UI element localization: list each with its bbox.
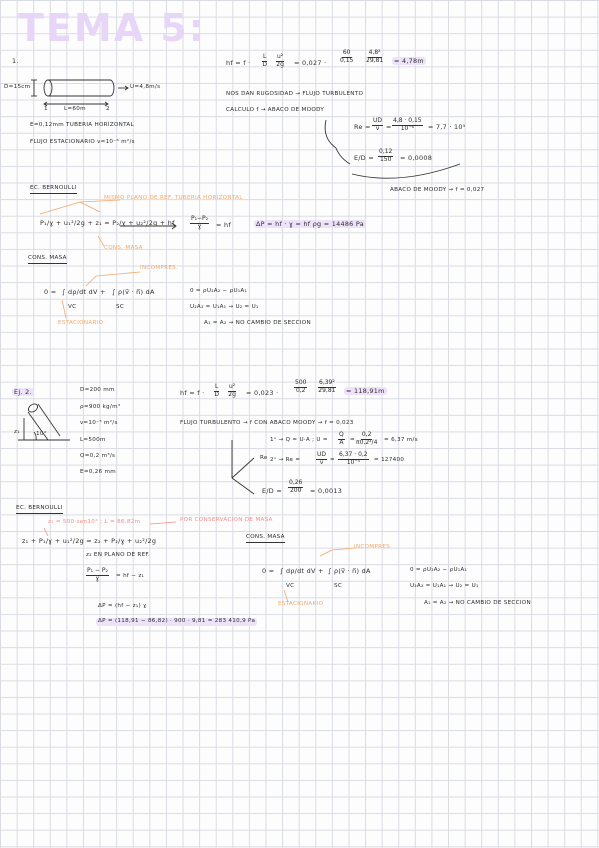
- dp-result-ex1: ΔP = hf · ɣ = hf ρg = 14486 Pa: [256, 220, 364, 228]
- incomp-note-ex2: INCOMPRES.: [354, 544, 393, 550]
- dp-line1-ex2: ΔP = (hf − z₁) ɣ: [98, 603, 147, 609]
- hf-fraction-u2-2g-ex2: $\frac{\text{u²}}{2g}$: [228, 383, 236, 398]
- mass-rhs1-ex1: 0 = ρU₂A₂ − ρU₁A₁: [190, 288, 248, 294]
- hf-fraction-l-d: $\frac{L}{D}$: [262, 53, 267, 68]
- re-eq-ex2: =: [330, 457, 335, 463]
- mass-cons-note-ex1: CONS. MASA: [104, 245, 143, 251]
- plane-note-ex1: MISMO PLANO DE REF. TUBERIA HORIZONTAL: [104, 195, 243, 201]
- ed-result-ex2: = 0,0013: [310, 487, 343, 495]
- bernoulli-equation-ex2: z₁ + P₁/ɣ + u₁²/2g = z₂ + P₂/ɣ + u₂²/2g: [22, 537, 157, 545]
- hf-lhs-ex2: hf = f ·: [180, 389, 205, 397]
- q-fraction-q-a: $\frac{Q}{A}$: [339, 431, 344, 446]
- dp-eq-ex2: = hf − z₁: [116, 573, 145, 579]
- mass-int1-ex2: ∫ dρ/dt dV +: [280, 567, 324, 575]
- hf-fraction-60: $\frac{60}{0,15}$: [340, 49, 354, 64]
- bernoulli-heading-ex1: EC. BERNOULLI: [30, 186, 77, 194]
- ed-lhs-ex2: E/D =: [262, 487, 282, 495]
- diameter-label: D=15cm: [4, 84, 31, 90]
- ed-fraction-ex2: $\frac{0,26}{200}$: [289, 479, 303, 494]
- given-nu: ν=10⁻⁵ m²/s: [80, 420, 118, 426]
- given-d: D=200 mm: [80, 387, 115, 393]
- z1-note-ex2: z₁ = 500·sen10° ; L = 86,82m: [48, 519, 141, 525]
- mass-eq-lhs-ex1: 0 =: [44, 288, 57, 296]
- dp-line2-ex2: ΔP = (118,91 − 86,82) · 900 · 9,81 = 283 410,9 Pa: [98, 618, 256, 624]
- mass-eq-lhs-ex2: 0 =: [262, 567, 275, 575]
- dp-fraction-ex2: $\frac{\text{P₁ − P₂}}{\text{ɣ}}$: [87, 567, 108, 582]
- hf-fraction-u2-2g: $\frac{\text{u²}}{2g}$: [276, 53, 284, 68]
- re-fraction-values-ex2: $\frac{6,37 \cdot 0,2}{\text{10⁻⁵}}$: [339, 451, 368, 466]
- z1-label: z₁: [14, 429, 20, 435]
- flow-line: FLUJO ESTACIONARIO ν=10⁻⁶ m²/s: [30, 139, 135, 145]
- mass-cons-note-ex2: POR CONSERVACION DE MASA: [180, 517, 273, 523]
- sc-label-ex2: SC: [334, 583, 343, 589]
- hf-mid-ex2: = 0,023 ·: [246, 389, 279, 397]
- hf-fraction-l-d-ex2: $\frac{L}{D}$: [214, 383, 219, 398]
- ed-fraction: $\frac{0,12}{150}$: [379, 148, 393, 163]
- mass-rhs1-ex2: 0 = ρU₂A₂ − ρU₁A₁: [410, 567, 468, 573]
- mass-heading-ex2: CONS. MASA: [246, 535, 285, 543]
- re-result: = 7,7 · 10⁵: [428, 123, 466, 131]
- re-fraction-ud-ex2: $\frac{UD}{\nu}$: [317, 451, 327, 466]
- mass-rhs3-ex2: A₁ = A₂ → NO CAMBIO DE SECCION: [424, 600, 531, 606]
- re-label-ex2: Re: [260, 455, 268, 461]
- re-result-ex2: = 127400: [374, 457, 405, 463]
- re-fraction-ud: $\frac{UD}{\nu}$: [373, 117, 383, 132]
- exercise-1-number: 1.: [12, 57, 19, 65]
- pipe-diagram-ex1: [31, 80, 128, 106]
- re-fraction-values: $\frac{4,8 \cdot 0,15}{\text{10⁻⁶}}$: [393, 117, 422, 132]
- re-eq: =: [386, 123, 392, 131]
- turbulent-note-ex2: FLUJO TURBULENTO → f CON ABACO MOODY → f = 0,023: [180, 420, 354, 426]
- hf-result-ex2: = 118,91m: [346, 387, 385, 395]
- given-rho: ρ=900 kg/m³: [80, 404, 121, 410]
- re-lhs: Re =: [354, 123, 371, 131]
- sc-label-ex1: SC: [116, 304, 125, 310]
- plane-note-ex2: z₂ EN PLANO DE REF.: [86, 552, 151, 558]
- bernoulli-equation-ex1: P₁/ɣ + u₁²/2g + z₁ = P₂/ɣ + u₂²/2g + hf: [40, 219, 175, 227]
- calc-note: CALCULO f → ABACO DE MOODY: [226, 107, 325, 113]
- vc-label-ex1: VC: [68, 304, 77, 310]
- angle-label: 10°: [36, 431, 47, 437]
- given-l: L=500m: [80, 437, 106, 443]
- hf-fraction-500-ex2: $\frac{500}{0,2}$: [295, 379, 307, 394]
- dp-fraction-ex1: $\frac{\text{P₁−P₂}}{\text{ɣ}}$: [191, 215, 209, 230]
- mass-rhs2-ex1: U₂A₂ = U₁A₁ → U₂ = U₁: [190, 304, 259, 310]
- mass-int1-ex1: ∫ dρ/dt dV +: [62, 288, 106, 296]
- re-lhs-ex2: 2ᵒ → Re =: [270, 457, 301, 463]
- incomp-note-ex1: INCOMPRES.: [140, 265, 179, 271]
- moody-result: ABACO DE MOODY → f = 0,027: [390, 187, 485, 193]
- q-result: = 6,37 m/s: [384, 437, 418, 443]
- bernoulli-heading-ex2: EC. BERNOULLI: [16, 506, 63, 514]
- hf-result: = 4,78m: [394, 57, 424, 65]
- ed-lhs: E/D =: [354, 154, 374, 162]
- mass-rhs3-ex1: A₁ = A₂ → NO CAMBIO DE SECCION: [204, 320, 311, 326]
- stationary-note-ex1: ESTACIONARIO: [58, 320, 104, 326]
- hf-fraction-velocity-ex2: $\frac{\text{6,39²}}{29,81}$: [318, 379, 336, 394]
- mass-rhs2-ex2: U₂A₂ = U₁A₁ → U₂ = U₁: [410, 583, 479, 589]
- given-q: Q=0,2 m³/s: [80, 453, 116, 459]
- page-title: TEMA 5:: [18, 6, 206, 50]
- point-2-label: 2: [106, 106, 110, 112]
- point-1-label: 1: [44, 106, 48, 112]
- stationary-note-ex2: ESTACIONARIO: [278, 601, 324, 607]
- exercise-2-number: Ej. 2.: [14, 388, 32, 396]
- velocity-label: U=4,8m/s: [130, 84, 161, 90]
- hf-fraction-velocity: $\frac{\text{4,8²}}{29,81}$: [366, 49, 384, 64]
- mass-heading-ex1: CONS. MASA: [28, 256, 67, 264]
- given-e: E=0,26 mm: [80, 469, 117, 475]
- q-eq: =: [350, 437, 355, 443]
- hf-lhs: hf = f ·: [226, 59, 251, 67]
- q-line-lhs: 1ᵒ → Q = U·A ; U =: [270, 437, 328, 443]
- q-fraction-values: $\frac{0,2}{\text{π0,2²/4}}$: [356, 431, 378, 446]
- mass-int2-ex2: ∫ ρ(v⃗ · n⃗) dA: [328, 567, 371, 575]
- dp-eq-ex1: = hf: [216, 221, 231, 229]
- vc-label-ex2: VC: [286, 583, 295, 589]
- roughness-note: NOS DAN RUGOSIDAD → FLUJO TURBULENTO: [226, 91, 364, 97]
- length-label: L=60m: [64, 106, 86, 112]
- hf-mid: = 0,027 ·: [294, 59, 327, 67]
- mass-int2-ex1: ∫ ρ(v⃗ · n⃗) dA: [112, 288, 155, 296]
- roughness-line: E=0,12mm TUBERIA HORIZONTAL: [30, 122, 134, 128]
- ed-result: = 0,0008: [400, 154, 433, 162]
